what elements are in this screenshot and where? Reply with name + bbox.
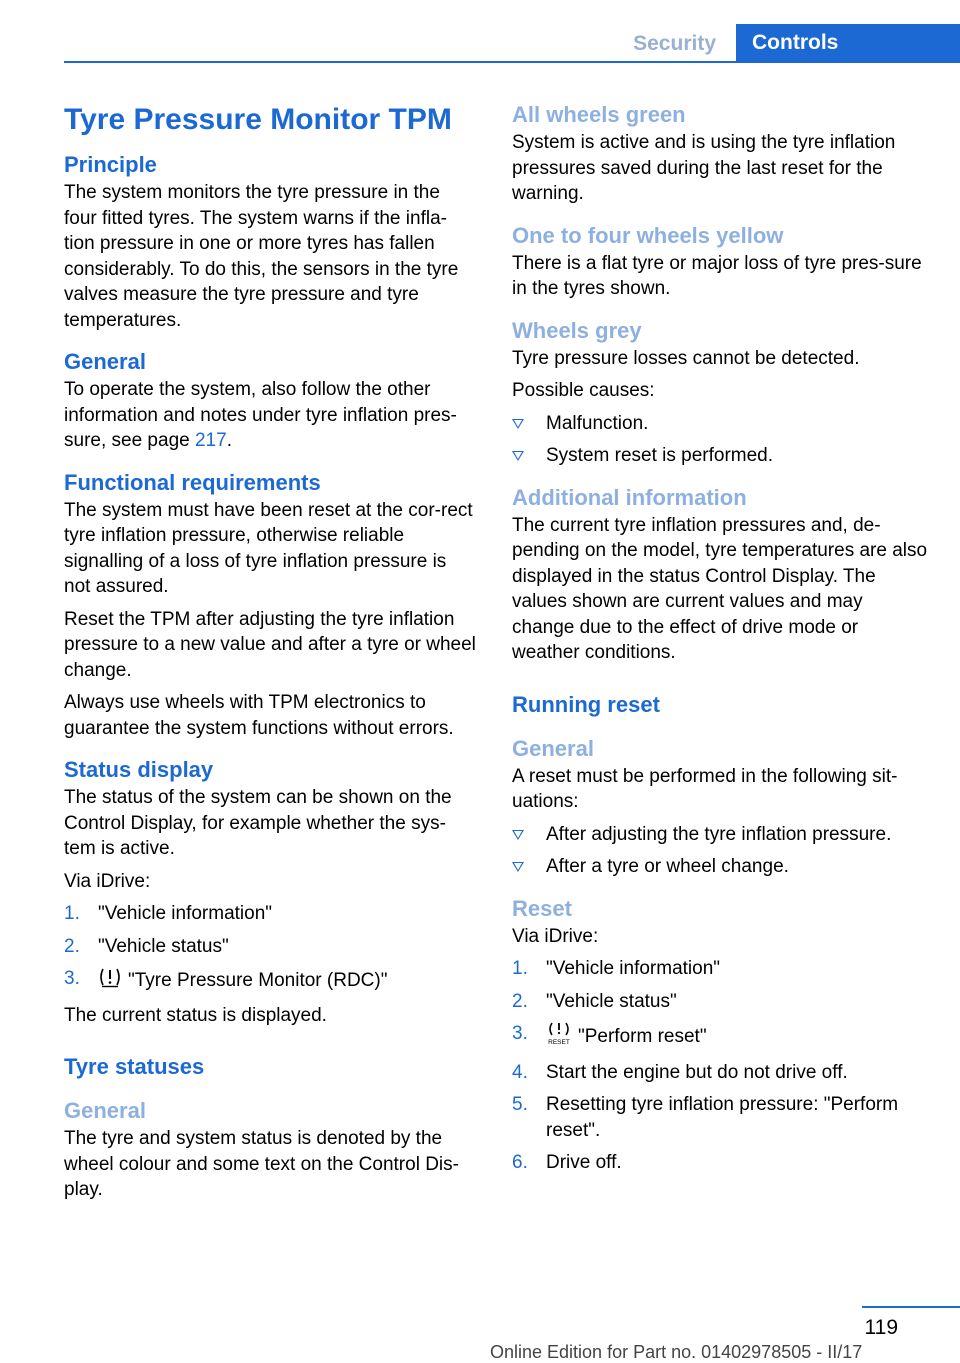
step-text: "Tyre Pressure Monitor (RDC)" [128,969,388,991]
tab-security[interactable]: Security [633,32,716,55]
grey-causes-list [512,411,928,469]
step-text: "Vehicle status" [98,935,229,957]
reset-via: Via iDrive: [512,925,599,947]
page-link[interactable]: 217 [194,430,227,451]
status-heading: Status display [64,757,214,782]
running-reset-heading: Running reset [512,691,660,717]
page-title: Tyre Pressure Monitor TPM [64,103,452,136]
list-item-text: Malfunction. [546,412,649,434]
general-text-body: To operate the system, also follow the other information and notes under tyre inflation pres-sure, see page [64,379,457,451]
general-text-end: . [226,430,232,451]
tyre-statuses-heading: Tyre statuses [64,1054,205,1079]
list-item [512,1021,928,1053]
list-item-text: System reset is performed. [546,445,774,466]
tab-controls[interactable]: Controls [736,24,960,62]
list-item [512,1060,928,1086]
functional-text-1: The system must have been reset at the cor-rect tyre inflation pressure, otherwise reliable signalling of a loss of tyre inflation pressure is not assured. [64,499,473,597]
green-heading: All wheels green [512,102,686,127]
reset-situations-list [512,822,928,880]
step-text: "Vehicle status" [546,990,677,1012]
list-item [512,989,928,1015]
step-number: 6. [512,1152,528,1173]
list-item [64,966,476,996]
status-text: The status of the system can be shown on the Control Display, for example whether the sys-tem is active. [64,787,452,859]
running-reset-general-heading: General [512,735,594,761]
list-item [512,1150,928,1176]
tyre-reset-icon [546,1021,572,1053]
edition-note: Online Edition for Part no. 01402978505 - II/17 [490,1342,863,1362]
additional-heading: Additional information [512,484,747,510]
step-text: "Vehicle information" [546,958,721,979]
list-item [64,934,476,960]
step-number: 5. [512,1094,528,1115]
step-text: Resetting tyre inflation pressure: "Perform reset". [546,1094,899,1141]
footer-rule [862,1306,960,1308]
step-number: 2. [512,990,528,1012]
step-text: "Perform reset" [578,1025,707,1047]
step-text: "Vehicle information" [98,903,273,924]
reset-heading: Reset [512,895,572,921]
grey-heading: Wheels grey [512,317,642,343]
functional-text-3: Always use wheels with TPM electronics to guarantee the system functions without errors. [64,692,454,739]
list-item [512,411,928,437]
reset-icon-label: RESET [548,1039,570,1045]
step-number: 1. [64,903,80,924]
step-text: Start the engine but do not drive off. [546,1061,848,1083]
list-item [512,854,928,880]
grey-text: Tyre pressure losses cannot be detected. [512,347,860,369]
functional-heading: Functional requirements [64,469,321,495]
tyre-statuses-general-text: The tyre and system status is denoted by the wheel colour and some text on the Control Dis-play. [64,1128,459,1200]
step-text: Drive off. [546,1152,622,1173]
step-number: 3. [512,1023,528,1044]
step-number: 2. [64,935,80,957]
list-item-text: After a tyre or wheel change. [546,856,789,877]
general-text [64,377,476,454]
general-heading: General [64,349,146,374]
grey-causes: Possible causes: [512,380,655,401]
list-item-text: After adjusting the tyre inflation pressure. [546,823,892,845]
additional-text: The current tyre inflation pressures and, de-pending on the model, tyre temperatures are also displayed in the status Control Display. The values shown are current values and may change due to the effect of drive mode or weather conditions. [512,514,928,663]
left-column [64,100,476,1210]
list-item [512,443,928,469]
bullet-triangle-icon [512,830,524,840]
status-via: Via iDrive: [64,870,151,892]
yellow-heading: One to four wheels yellow [512,222,784,248]
reset-steps [512,956,928,1176]
functional-text-2: Reset the TPM after adjusting the tyre inflation pressure to a new value and after a tyre or wheel change. [64,608,476,681]
list-item [512,1092,928,1143]
principle-text: The system monitors the tyre pressure in the four fitted tyres. The system warns if the infla-tion pressure in one or more tyres has fallen considerably. To do this, the sensors in the tyre valves measure the tyre pressure and tyre temperatures. [64,182,459,331]
step-number: 3. [64,968,80,989]
principle-heading: Principle [64,152,157,177]
step-number: 1. [512,958,528,979]
green-text: System is active and is using the tyre inflation pressures saved during the last reset for the warning. [512,132,896,204]
bullet-triangle-icon [512,862,524,872]
status-steps [64,901,476,996]
bullet-triangle-icon [512,451,524,461]
right-column [512,100,928,1183]
step-number: 4. [512,1061,528,1083]
bullet-triangle-icon [512,419,524,429]
yellow-text: There is a flat tyre or major loss of tyre pres-sure in the tyres shown. [512,252,922,299]
status-after: The current status is displayed. [64,1004,327,1026]
tyre-pressure-icon [98,966,122,996]
list-item [512,956,928,982]
page-number: 119 [864,1316,898,1339]
tyre-statuses-general-heading: General [64,1098,146,1123]
running-reset-general-text: A reset must be performed in the following sit-uations: [512,765,898,812]
list-item [512,822,928,848]
list-item [64,901,476,927]
